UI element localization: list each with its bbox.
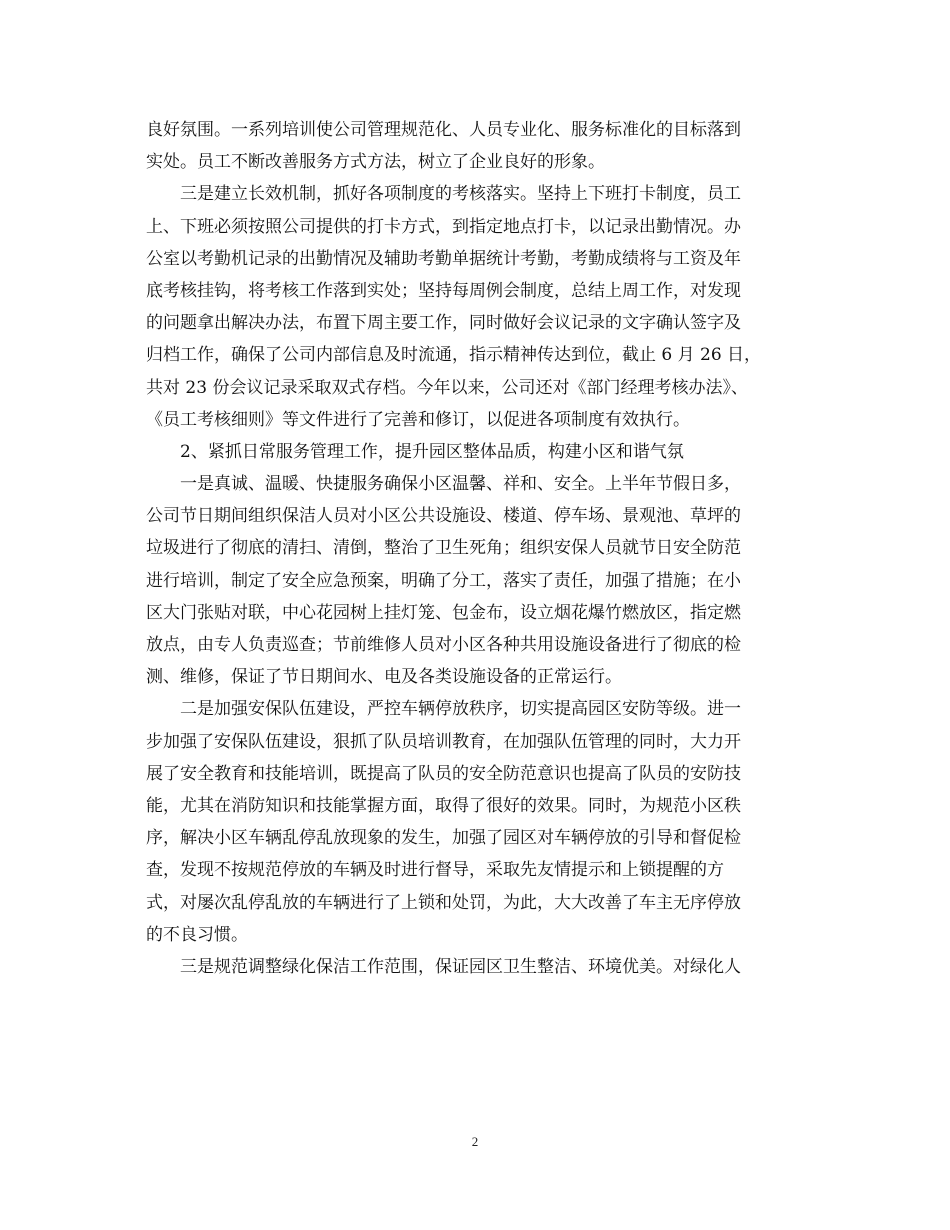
text-line: 垃圾进行了彻底的清扫、清倒，整治了卫生死角；组织安保人员就节日安全防范	[146, 538, 741, 559]
text-line: 序，解决小区车辆乱停乱放现象的发生，加强了园区对车辆停放的引导和督促检	[146, 828, 741, 849]
text-line: 一是真诚、温暖、快捷服务确保小区温馨、祥和、安全。上半年节假日多，	[180, 474, 741, 495]
text-line: 二是加强安保队伍建设，严控车辆停放秩序，切实提高园区安防等级。进一	[180, 699, 741, 720]
text-line: 能，尤其在消防知识和技能掌握方面，取得了很好的效果。同时，为规范小区秩	[146, 795, 741, 816]
text-line: 三是规范调整绿化保洁工作范围，保证园区卫生整洁、环境优美。对绿化人	[180, 956, 741, 977]
text-line: 式，对屡次乱停乱放的车辆进行了上锁和处罚，为此，大大改善了车主无序停放	[146, 892, 741, 913]
text-line: 《员工考核细则》等文件进行了完善和修订，以促进各项制度有效执行。	[146, 409, 690, 430]
text-line: 测、维修，保证了节日期间水、电及各类设施设备的正常运行。	[146, 667, 622, 688]
text-line: 共对 23 份会议记录采取双式存档。今年以来，公司还对《部门经理考核办法》、	[146, 377, 748, 398]
page-number: 2	[471, 1134, 479, 1149]
text-line: 三是建立长效机制，抓好各项制度的考核落实。坚持上下班打卡制度，员工	[180, 184, 741, 205]
text-line: 步加强了安保队伍建设，狠抓了队员培训教育，在加强队伍管理的同时，大力开	[146, 731, 741, 752]
text-line: 2、紧抓日常服务管理工作，提升园区整体品质，构建小区和谐气氛	[180, 441, 684, 462]
text-line: 实处。员工不断改善服务方式方法，树立了企业良好的形象。	[146, 152, 605, 173]
text-line: 公室以考勤机记录的出勤情况及辅助考勤单据统计考勤，考勤成绩将与工资及年	[146, 248, 741, 269]
text-line: 的不良习惯。	[146, 924, 248, 945]
text-line: 进行培训，制定了安全应急预案，明确了分工，落实了责任，加强了措施；在小	[146, 570, 741, 591]
document-body	[146, 114, 806, 983]
text-line: 上、下班必须按照公司提供的打卡方式，到指定地点打卡，以记录出勤情况。办	[146, 216, 741, 237]
text-line: 的问题拿出解决办法，布置下周主要工作，同时做好会议记录的文字确认签字及	[146, 313, 741, 334]
text-line: 公司节日期间组织保洁人员对小区公共设施设、楼道、停车场、景观池、草坪的	[146, 506, 741, 527]
text-line: 良好氛围。一系列培训使公司管理规范化、人员专业化、服务标准化的目标落到	[146, 120, 741, 140]
text-line: 展了安全教育和技能培训，既提高了队员的安全防范意识也提高了队员的安防技	[146, 763, 741, 784]
text-line: 放点，由专人负责巡查；节前维修人员对小区各种共用设施设备进行了彻底的检	[146, 635, 741, 655]
text-line: 区大门张贴对联，中心花园树上挂灯笼、包金布，设立烟花爆竹燃放区，指定燃	[146, 602, 741, 623]
text-line: 查，发现不按规范停放的车辆及时进行督导，采取先友情提示和上锁提醒的方	[146, 860, 724, 881]
text-line: 归档工作，确保了公司内部信息及时流通，指示精神传达到位，截止 6 月 26 日，	[146, 345, 762, 366]
text-line: 底考核挂钩，将考核工作落到实处；坚持每周例会制度，总结上周工作，对发现	[146, 280, 741, 301]
